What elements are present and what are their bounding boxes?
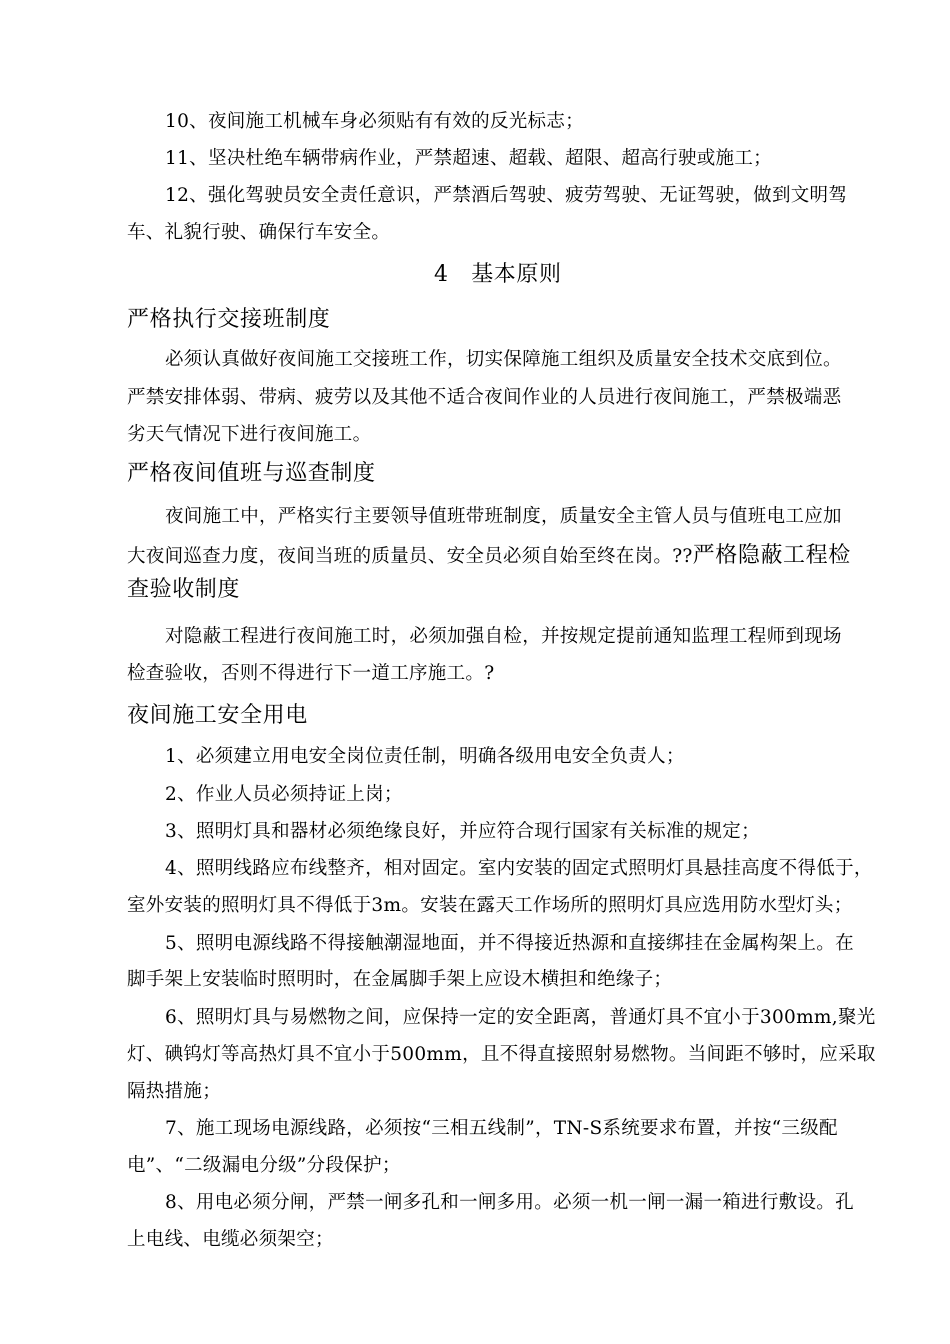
list-item-1: 1、必须建立用电安全岗位责任制，明确各级用电安全负责人；	[165, 746, 685, 767]
list-item-8-continued: 上电线、电缆必须架空；	[127, 1229, 334, 1250]
heading-hidden-works-continued: 查验收制度	[127, 577, 241, 602]
paragraph-line: 劣天气情况下进行夜间施工。	[127, 424, 372, 445]
list-item-12-continued: 车、礼貌行驶、确保行车安全。	[127, 222, 391, 243]
list-item-4-continued: 室外安装的照明灯具不得低于3m。安装在露天工作场所的照明灯具应选用防水型灯头；	[127, 895, 853, 916]
paragraph-line	[127, 544, 851, 569]
list-item-5: 5、照明电源线路不得接触潮湿地面，并不得接近热源和直接绑挂在金属构架上。在	[165, 933, 854, 954]
paragraph-line: 严禁安排体弱、带病、疲劳以及其他不适合夜间作业的人员进行夜间施工，严禁极端恶	[127, 387, 842, 408]
list-item-8: 8、用电必须分闸，严禁一闸多孔和一闸多用。必须一机一闸一漏一箱进行敷设。孔	[165, 1192, 854, 1213]
list-item-3: 3、照明灯具和器材必须绝缘良好，并应符合现行国家有关标准的规定；	[165, 821, 760, 842]
heading-electrical-safety: 夜间施工安全用电	[127, 703, 308, 728]
list-item-2: 2、作业人员必须持证上岗；	[165, 784, 403, 805]
paragraph-line: 夜间施工中，严格实行主要领导值班带班制度，质量安全主管人员与值班电工应加	[165, 506, 842, 527]
list-item-6-continued: 灯、碘钨灯等高热灯具不宜小于500mm，且不得直接照射易燃物。当间距不够时，应采取	[127, 1044, 876, 1065]
list-item-7-continued: 电”、“二级漏电分级”分段保护；	[127, 1155, 401, 1176]
paragraph-line: 对隐蔽工程进行夜间施工时，必须加强自检，并按规定提前通知监理工程师到现场	[165, 626, 842, 647]
list-item-10: 10、夜间施工机械车身必须贴有有效的反光标志；	[165, 111, 584, 132]
paragraph-line: 必须认真做好夜间施工交接班工作，切实保障施工组织及质量安全技术交底到位。	[165, 349, 842, 370]
list-item-11: 11、坚决杜绝车辆带病作业，严禁超速、超载、超限、超高行驶或施工；	[165, 148, 772, 169]
list-item-6: 6、照明灯具与易燃物之间，应保持一定的安全距离，普通灯具不宜小于300mm,聚光	[165, 1007, 876, 1028]
list-item-12: 12、强化驾驶员安全责任意识，严禁酒后驾驶、疲劳驾驶、无证驾驶，做到文明驾	[165, 185, 848, 206]
section-title: 4 基本原则	[434, 262, 562, 287]
list-item-6-continued: 隔热措施；	[127, 1081, 222, 1102]
paragraph-line: 检查验收，否则不得进行下一道工序施工。?	[127, 663, 495, 684]
heading-night-duty: 严格夜间值班与巡查制度	[127, 461, 376, 486]
paragraph-text: 大夜间巡查力度，夜间当班的质量员、安全员必须自始至终在岗。??	[127, 546, 693, 567]
heading-shift-handover: 严格执行交接班制度	[127, 307, 331, 332]
list-item-4: 4、照明线路应布线整齐，相对固定。室内安装的固定式照明灯具悬挂高度不得低于，	[165, 858, 873, 879]
heading-hidden-works-inline: 严格隐蔽工程检	[692, 543, 851, 568]
list-item-7: 7、施工现场电源线路，必须按“三相五线制”，TN-S系统要求布置，并按“三级配	[165, 1118, 838, 1139]
list-item-5-continued: 脚手架上安装临时照明时，在金属脚手架上应设木横担和绝缘子；	[127, 969, 673, 990]
